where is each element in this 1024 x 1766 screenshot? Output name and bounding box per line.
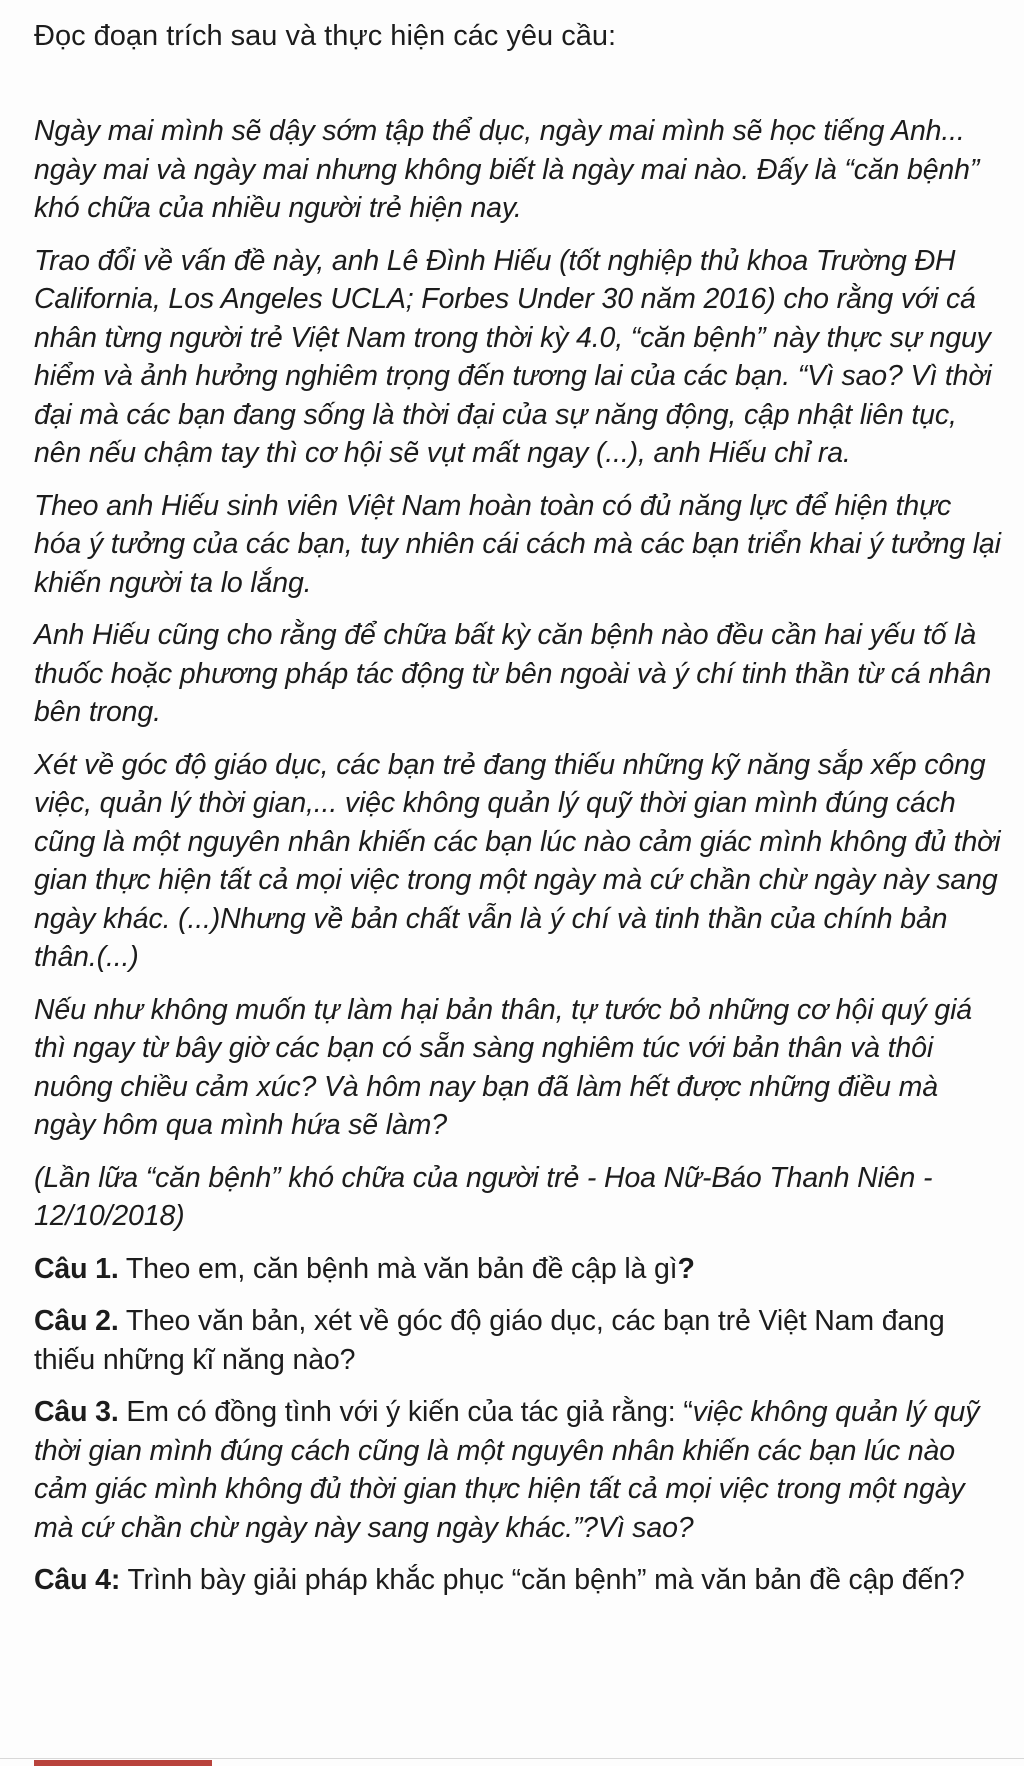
- question-3-intro: Em có đồng tình với ý kiến của tác giả rằng: “: [118, 1396, 693, 1428]
- question-4-number: Câu 4:: [34, 1564, 121, 1596]
- question-3-end: ”?Vì sao?: [572, 1511, 694, 1544]
- bottom-accent-bar: [34, 1760, 212, 1766]
- passage-paragraph-2: Trao đổi về vấn đề này, anh Lê Đình Hiếu (tốt nghiệp thủ khoa Trường ĐH California, Los Angeles UCLA; Forbes Under 30 năm 2016) cho rằng với cá nhân từng người trẻ Việt Nam trong thời kỳ 4.0, “căn bệnh” này thực sự nguy hiểm và ảnh hưởng nghiêm trọng đến tương lai của các bạn. “Vì sao? Vì thời đại mà các bạn đang sống là thời đại của sự năng động, cập nhật liên tục, nên nếu chậm tay thì cơ hội sẽ vụt mất ngay (...), anh Hiếu chỉ ra.: [34, 244, 992, 469]
- document-page: [34, 18, 1002, 1614]
- question-1-text: Theo em, căn bệnh mà văn bản đề cập là gì: [118, 1252, 678, 1285]
- question-2: [34, 1302, 1002, 1379]
- passage-paragraph-4: Anh Hiếu cũng cho rằng để chữa bất kỳ căn bệnh nào đều cần hai yếu tố là thuốc hoặc phương pháp tác động từ bên ngoài và ý chí tinh thần từ cá nhân bên trong.: [34, 619, 992, 728]
- question-2-number: Câu 2.: [34, 1305, 119, 1337]
- question-4: [34, 1561, 1002, 1600]
- bottom-divider: [0, 1758, 1024, 1759]
- passage-paragraph-1: Ngày mai mình sẽ dậy sớm tập thể dục, ngày mai mình sẽ học tiếng Anh... ngày mai và ngày mai nhưng không biết là ngày mai nào. Đấy là “căn bệnh” khó chữa của nhiều người trẻ hiện nay.: [34, 115, 980, 224]
- passage-paragraph-3: Theo anh Hiếu sinh viên Việt Nam hoàn toàn có đủ năng lực để hiện thực hóa ý tưởng của các bạn, tuy nhiên cái cách mà các bạn triển khai ý tưởng lại khiến người ta lo lắng.: [34, 489, 1001, 599]
- question-1-number: Câu 1.: [34, 1252, 119, 1285]
- source-citation: (Lần lữa “căn bệnh” khó chữa của người trẻ - Hoa Nữ-Báo Thanh Niên - 12/10/2018): [34, 1161, 933, 1232]
- question-3-quote: việc không quản lý quỹ thời gian mình đúng cách cũng là một nguyên nhân khiến các bạn lúc nào cảm giác mình không đủ thời gian thực hiện tất cả mọi việc trong một ngày mà cứ chần chừ ngày này sang ngày khác.: [34, 1396, 980, 1544]
- question-1-mark: ?: [677, 1252, 695, 1285]
- question-2-text: Theo văn bản, xét về góc độ giáo dục, các bạn trẻ Việt Nam đang thiếu những kĩ năng nào?: [34, 1305, 945, 1376]
- passage-paragraph-6: Nếu như không muốn tự làm hại bản thân, tự tước bỏ những cơ hội quý giá thì ngay từ bây giờ các bạn có sẵn sàng nghiêm túc với bản thân và thôi nuông chiều cảm xúc? Và hôm nay bạn đã làm hết được những điều mà ngày hôm qua mình hứa sẽ làm?: [34, 993, 973, 1141]
- question-1: [34, 1250, 1002, 1289]
- instruction-heading: Đọc đoạn trích sau và thực hiện các yêu cầu:: [34, 20, 617, 52]
- question-4-text: Trình bày giải pháp khắc phục “căn bệnh” mà văn bản đề cập đến?: [120, 1564, 965, 1596]
- passage-paragraph-5: Xét về góc độ giáo dục, các bạn trẻ đang thiếu những kỹ năng sắp xếp công việc, quản lý thời gian,... việc không quản lý quỹ thời gian mình đúng cách cũng là một nguyên nhân khiến các bạn lúc nào cảm giác mình không đủ thời gian thực hiện tất cả mọi việc trong một ngày mà cứ chần chừ ngày này sang ngày khác. (...)Nhưng về bản chất vẫn là ý chí và tinh thần của chính bản thân.(...): [34, 748, 1001, 973]
- question-3-number: Câu 3.: [34, 1396, 119, 1428]
- question-3: [34, 1393, 1002, 1547]
